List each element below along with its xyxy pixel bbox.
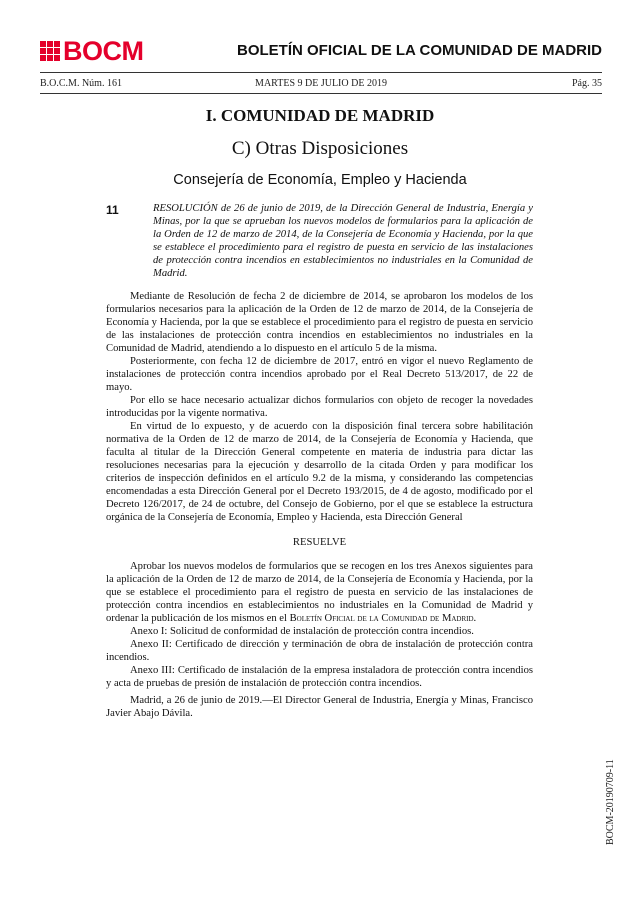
logo-text: BOCM [63,36,144,66]
header-divider-top [40,72,602,73]
annex-item: Anexo II: Certificado de dirección y terminación de obra de instalación de protección contra incendios. [106,639,533,663]
entry-summary: RESOLUCIÓN de 26 de junio de 2019, de la Dirección General de Industria, Energía y Minas, por la que se aprueban los nuevos modelos de formularios para la aplicación de la Orden de 12 de marzo de 2014, de la Consejería de Economía y Hacienda, por la que se establece el procedimiento para el registro de puesta en servicio de las instalaciones de protección contra incendios en establecimientos no industriales en la Comunidad de Madrid. [153,203,533,280]
resuelve-heading: RESUELVE [292,537,347,548]
page-number: Pág. 35 [572,78,602,89]
bocm-logo [40,38,144,64]
paragraph: Mediante de Resolución de fecha 2 de diciembre de 2014, se aprobaron los modelos de los formularios necesarios para la aplicación de la Orden de 12 de marzo de 2014, de la Consejería de Economía y Hacienda, por la que se establece el procedimiento para el registro de puesta en servicio de las instalaciones de protección contra incendios en establecimientos no industriales en la Comunidad de Madrid, atendiendo a lo dispuesto en el artículo 5 de la misma. [106,291,533,354]
paragraph: Por ello se hace necesario actualizar dichos formularios con objeto de recoger la novedades introducidas por la vigente normativa. [106,395,533,419]
cve-text: BOCM-20190709-11 [605,759,616,845]
department-title: Consejería de Economía, Empleo y Hacienda [173,172,467,188]
document-body [106,290,533,720]
header-divider-bottom [40,93,602,94]
entry-number: 11 [106,203,119,217]
resolution-text: Aprobar los nuevos modelos de formularios que se recogen en los tres Anexos siguientes para la aplicación de la Orden de 12 de marzo de 2014, de la Consejería de Economía y Hacienda, por la que se establece el procedimiento para el registro de puesta en servicio de las instalaciones de protección contra incendios en establecimientos no industriales en la Comunidad de Madrid y ordenar la publicación de los mismos en el [106,561,533,624]
bulletin-reference: Boletín Oficial de la Comunidad de Madrid [289,613,474,624]
paragraph: Posteriormente, con fecha 12 de diciembre de 2017, entró en vigor el nuevo Reglamento de instalaciones de protección contra incendios aprobado por el Real Decreto 513/2017, de 22 de mayo. [106,356,533,393]
bulletin-date: MARTES 9 DE JULIO DE 2019 [255,78,387,89]
resolution-paragraph [106,560,533,625]
annex-item: Anexo I: Solicitud de conformidad de instalación de protección contra incendios. [130,626,474,637]
signature: Madrid, a 26 de junio de 2019.—El Director General de Industria, Energía y Minas, Francisco Javier Abajo Dávila. [106,695,533,719]
resolution-end: . [473,613,477,624]
subsection-title: C) Otras Disposiciones [231,138,409,159]
section-title: I. COMUNIDAD DE MADRID [205,106,435,125]
madrid-stars-icon [40,41,60,61]
bulletin-number: B.O.C.M. Núm. 161 [40,78,122,89]
annex-item: Anexo III: Certificado de instalación de la empresa instaladora de protección contra incendios y acta de pruebas de presión de instalación de protección contra incendios. [106,665,533,689]
paragraph: En virtud de lo expuesto, y de acuerdo con la disposición final tercera sobre habilitación normativa de la Orden de 12 de marzo de 2014, de la Consejería de Economía y Hacienda, que faculta al titular de la Dirección General competente en materia de industria para dictar las resoluciones necesarias para la ejecución y desarrollo de la citada Orden y para modificar los criterios de inspección definidos en el artículo 9.2 de la misma, y considerando las competencias encomendadas a esta Dirección General por el Decreto 193/2015, de 4 de agosto, modificado por el Decreto 126/2017, de 24 de octubre, del Consejo de Gobierno, por el que se establece la estructura orgánica de la Consejería de Economía, Empleo y Hacienda, esta Dirección General [106,421,533,523]
bulletin-title: BOLETÍN OFICIAL DE LA COMUNIDAD DE MADRID [237,42,602,59]
